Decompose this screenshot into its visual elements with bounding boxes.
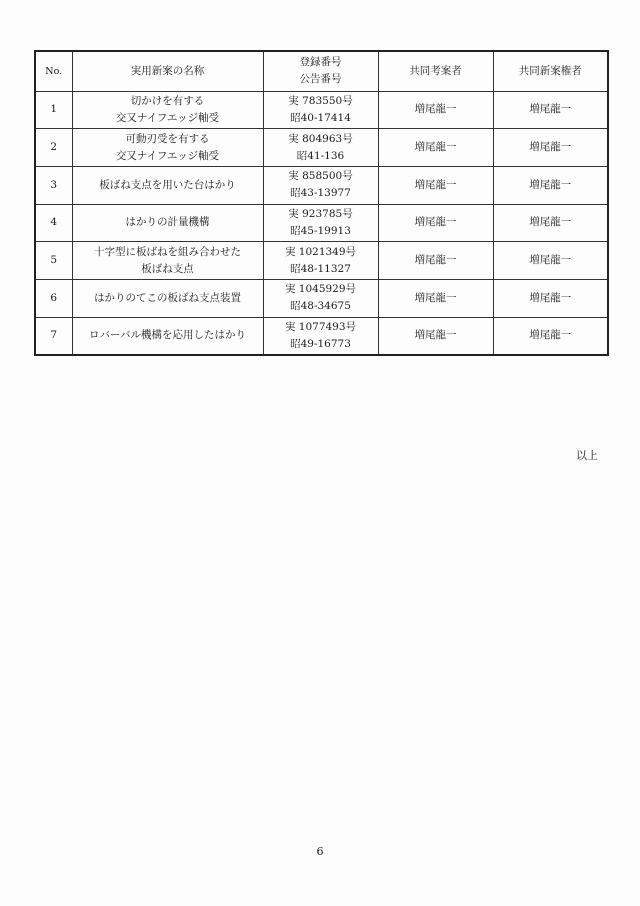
header-inventor: 共同考案者 — [378, 51, 493, 91]
row-registration — [263, 279, 378, 317]
row-registration — [263, 166, 378, 204]
row-pub-number: 昭41-136 — [296, 149, 345, 162]
row-holder: 増尾龍一 — [493, 317, 608, 355]
row-inventor: 増尾龍一 — [378, 91, 493, 129]
row-registration — [263, 204, 378, 242]
row-name-line1: 十字型に板ばねを組み合わせた — [94, 245, 241, 258]
row-pub-number: 昭48-11327 — [290, 262, 351, 275]
row-pub-number: 昭49-16773 — [290, 337, 351, 350]
row-name-line2: 交又ナイフエッジ軸受 — [115, 111, 220, 124]
row-name: ロバーバル機構を応用したはかり — [72, 317, 263, 355]
header-holder: 共同新案権者 — [493, 51, 608, 91]
row-inventor: 増尾龍一 — [378, 166, 493, 204]
header-registration — [263, 51, 378, 91]
row-inventor: 増尾龍一 — [378, 204, 493, 242]
row-inventor: 増尾龍一 — [378, 242, 493, 280]
table-row — [35, 166, 608, 204]
row-reg-number: 実 783550号 — [288, 94, 353, 107]
table-row — [35, 204, 608, 242]
row-inventor: 増尾龍一 — [378, 129, 493, 167]
row-name-line2: 板ばね支点 — [141, 262, 194, 275]
row-no: 3 — [35, 166, 72, 204]
row-no: 2 — [35, 129, 72, 167]
row-holder: 増尾龍一 — [493, 91, 608, 129]
row-no: 1 — [35, 91, 72, 129]
header-reg-line2: 公告番号 — [299, 73, 342, 86]
row-registration — [263, 129, 378, 167]
row-name: はかりのてこの板ばね支点装置 — [72, 279, 263, 317]
row-holder: 増尾龍一 — [493, 279, 608, 317]
row-no: 4 — [35, 204, 72, 242]
header-reg-line1: 登録番号 — [299, 56, 342, 69]
row-name-line1: 切かけを有する — [130, 94, 205, 107]
table-header-row — [35, 51, 608, 91]
row-pub-number: 昭45-19913 — [290, 224, 351, 237]
row-reg-number: 実 1021349号 — [284, 245, 357, 258]
row-reg-number: 実 858500号 — [288, 170, 353, 183]
row-registration — [263, 91, 378, 129]
row-name — [72, 242, 263, 280]
header-no: No. — [35, 51, 72, 91]
row-no: 5 — [35, 242, 72, 280]
row-name: はかりの計量機構 — [72, 204, 263, 242]
row-holder: 増尾龍一 — [493, 166, 608, 204]
row-inventor: 増尾龍一 — [378, 279, 493, 317]
row-reg-number: 実 1045929号 — [284, 283, 357, 296]
row-reg-number: 実 804963号 — [288, 132, 353, 145]
utility-model-table — [34, 50, 609, 356]
row-holder: 増尾龍一 — [493, 242, 608, 280]
table-row — [35, 317, 608, 355]
row-name — [72, 91, 263, 129]
row-name — [72, 129, 263, 167]
table-row — [35, 279, 608, 317]
row-name-line2: 交又ナイフエッジ軸受 — [115, 149, 220, 162]
row-pub-number: 昭48-34675 — [290, 300, 351, 313]
row-no: 6 — [35, 279, 72, 317]
row-registration — [263, 317, 378, 355]
table-row — [35, 242, 608, 280]
table-row — [35, 91, 608, 129]
row-holder: 増尾龍一 — [493, 129, 608, 167]
row-no: 7 — [35, 317, 72, 355]
header-name: 実用新案の名称 — [72, 51, 263, 91]
row-reg-number: 実 1077493号 — [284, 320, 357, 333]
row-pub-number: 昭40-17414 — [290, 111, 351, 124]
row-name-line1: 可動刃受を有する — [125, 132, 210, 145]
row-inventor: 増尾龍一 — [378, 317, 493, 355]
row-reg-number: 実 923785号 — [288, 207, 353, 220]
closing-remark: 以上 — [576, 449, 598, 462]
row-holder: 増尾龍一 — [493, 204, 608, 242]
table-row — [35, 129, 608, 167]
row-name: 板ばね支点を用いた台はかり — [72, 166, 263, 204]
row-pub-number: 昭43-13977 — [290, 187, 351, 200]
page-number: 6 — [316, 845, 324, 858]
row-registration — [263, 242, 378, 280]
